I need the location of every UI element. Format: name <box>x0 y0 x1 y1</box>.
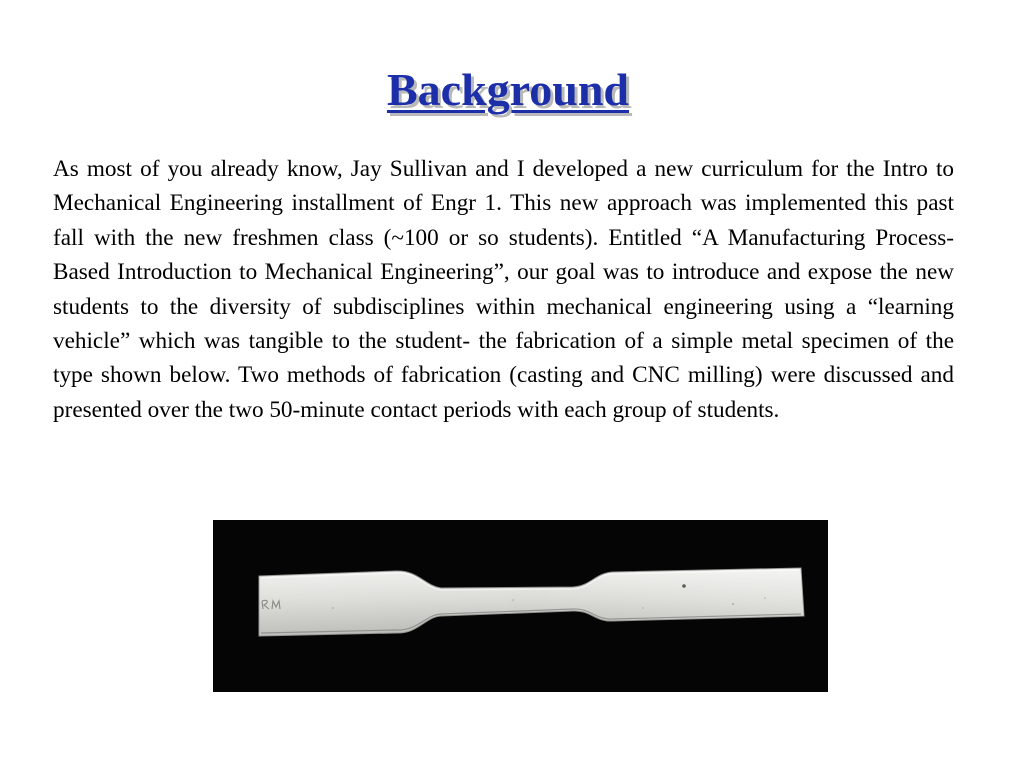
specimen-pit-mark <box>682 584 686 588</box>
slide-title: Background <box>386 64 630 115</box>
specimen-image <box>213 520 828 692</box>
specimen-photo <box>213 520 828 692</box>
body-paragraph: As most of you already know, Jay Sullivan and I developed a new curriculum for the Intro to Mechanical Engineering installment of Engr 1. This new approach was implemented this past fall with the new freshmen class (~100 or so students). Entitled “A Manufacturing Process-Based Introduction to Mechanical Engineering”, our goal was to introduce and expose the new students to the diversity of subdisciplines within mechanical engineering using a “learning vehicle” which was tangible to the student- the fabrication of a simple metal specimen of the type shown below. Two methods of fabrication (casting and CNC milling) were discussed and presented over the two 50-minute contact periods with each group of students. <box>53 156 954 423</box>
